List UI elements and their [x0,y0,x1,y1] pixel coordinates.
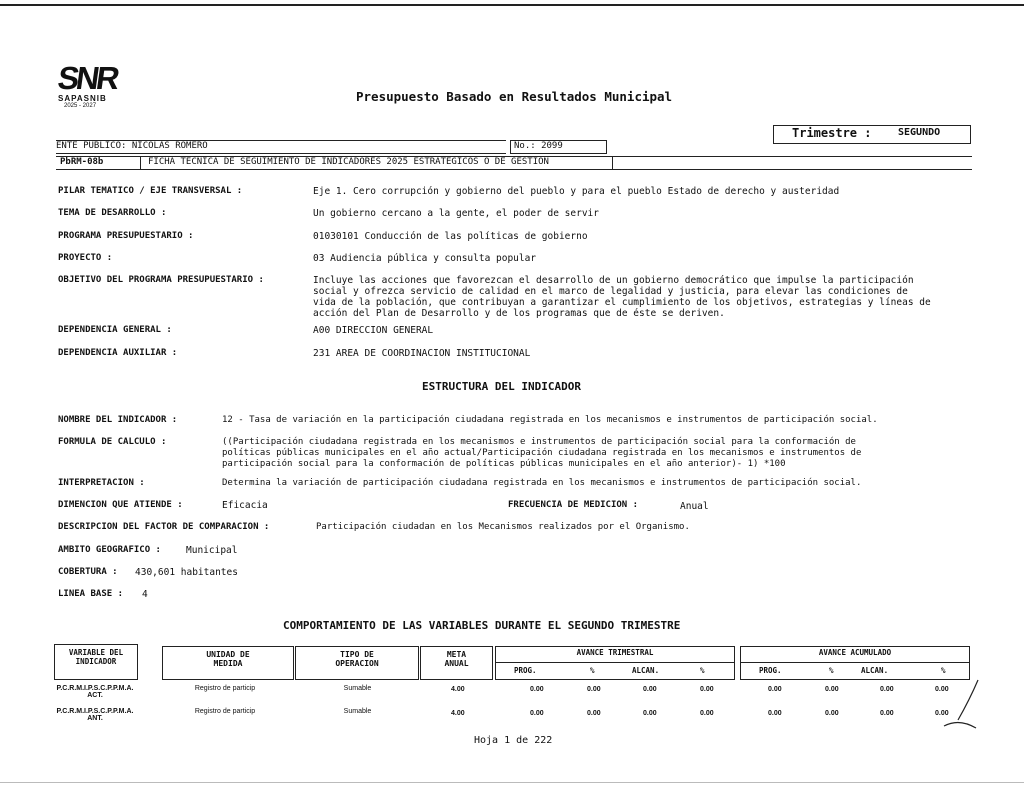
header-variable [54,644,138,680]
table-row-t-prog: 0.00 [530,710,544,717]
ficha-code: PbRM-08b [60,157,104,167]
header-meta [420,646,493,680]
header-a-alcan: ALCAN. [861,666,889,675]
ficha-text: FICHA TECNICA DE SEGUIMIENTO DE INDICADORES 2025 ESTRATEGICOS O DE GESTION [148,157,549,167]
table-row-a-alcan: 0.00 [880,686,894,693]
logo-name: SAPASNIB [58,94,107,103]
header-avance-acumulado [740,646,970,680]
objetivo-line: social y ofrezca servicio de calidad en el marco de legalidad y justicia, para elevar las condiciones de [313,286,908,297]
header-avance-acumulado-text: AVANCE ACUMULADO [818,648,892,657]
cobertura-label: COBERTURA : [58,567,118,577]
header-t-alcan: ALCAN. [632,666,660,675]
table-row-a-pct1: 0.00 [825,686,839,693]
ente-publico-text: ENTE PUBLICO: NICOLAS ROMERO [56,141,208,151]
numero-text: No.: 2099 [514,141,563,151]
ficha-divider [140,156,141,169]
objetivo-label: OBJETIVO DEL PROGRAMA PRESUPUESTARIO : [58,275,264,285]
header-a-prog: PROG. [759,666,782,675]
table-row-meta: 4.00 [451,686,465,693]
ambito-label: AMBITO GEOGRAFICO : [58,545,161,555]
programa-value: 01030101 Conducción de las políticas de gobierno [313,231,588,242]
numero-box [510,140,607,154]
trimestre-box [773,125,971,144]
table-row-variable: P.C.R.M.I.P.S.C.P.P.M.A. ANT. [56,708,134,722]
comportamiento-title: COMPORTAMIENTO DE LAS VARIABLES DURANTE EL SEGUNDO TRIMESTRE [283,619,681,632]
formula-line: participación social para la conformación de políticas públicas municipales en el año anterior)- 1) *100 [222,459,786,469]
dependencia-general-label: DEPENDENCIA GENERAL : [58,325,172,335]
cobertura-value: 430,601 habitantes [135,567,238,578]
dependencia-auxiliar-value: 231 AREA DE COORDINACION INSTITUCIONAL [313,348,531,359]
table-row-a-pct1: 0.00 [825,710,839,717]
formula-line: ((Participación ciudadana registrada en los mecanismos e instrumentos de participación social para la conformación de [222,437,856,447]
ficha-row [56,156,972,170]
programa-label: PROGRAMA PRESUPUESTARIO : [58,231,194,241]
table-row-a-prog: 0.00 [768,686,782,693]
table-row-unidad: Registro de particip [194,685,256,692]
dependencia-auxiliar-label: DEPENDENCIA AUXILIAR : [58,348,178,358]
header-avance-trimestral-text: AVANCE TRIMESTRAL [576,648,654,657]
estructura-title: ESTRUCTURA DEL INDICADOR [422,380,581,393]
objetivo-line: vida de la población, que contribuyan a garantizar el cumplimiento de los objetivos, estrategias y líneas de [313,297,931,308]
logo [55,60,138,118]
header-avance-trimestral [495,646,735,680]
objetivo-line: acción del Plan de Desarrollo y de los programas que de éste se deriven. [313,308,725,319]
tema-value: Un gobierno cercano a la gente, el poder de servir [313,208,599,219]
table-row-t-pct1: 0.00 [587,686,601,693]
ambito-value: Municipal [186,545,238,556]
proyecto-value: 03 Audiencia pública y consulta popular [313,253,537,264]
table-row-t-pct2: 0.00 [700,710,714,717]
document-title: Presupuesto Basado en Resultados Municipal [356,89,673,104]
signature-mark [938,676,988,736]
header-divider [496,662,734,663]
table-row-a-prog: 0.00 [768,710,782,717]
page-footer: Hoja 1 de 222 [474,735,553,746]
interpretacion-value: Determina la variación de participación ciudadana registrada en los mecanismos e instrumentos de participación social. [222,478,862,488]
header-tipo [295,646,419,680]
table-row-t-pct2: 0.00 [700,686,714,693]
table-row-t-prog: 0.00 [530,686,544,693]
pilar-label: PILAR TEMATICO / EJE TRANSVERSAL : [58,186,243,196]
table-row-a-pct2: 0.00 [935,710,949,717]
tema-label: TEMA DE DESARROLLO : [58,208,167,218]
logo-mark: SNR [55,60,120,96]
linea-base-value: 4 [142,589,148,600]
trimestre-label: Trimestre : [792,126,872,140]
header-t-pct1: % [590,666,595,675]
interpretacion-label: INTERPRETACION : [58,478,145,488]
top-border-line [0,4,1024,6]
formula-line: políticas públicas municipales en el año actual/Participación ciudadana registrada en los mecanismos e instrumentos de [222,448,862,458]
table-row-meta: 4.00 [451,710,465,717]
table-row-t-alcan: 0.00 [643,686,657,693]
formula-value [222,437,861,470]
descripcion-value: Participación ciudadan en los Mecanismos realizados por el Organismo. [316,522,690,532]
table-row-t-alcan: 0.00 [643,710,657,717]
table-row-tipo: Sumable [343,708,372,715]
pilar-value: Eje 1. Cero corrupción y gobierno del pueblo y para el pueblo Estado de derecho y austeridad [313,186,840,197]
table-row-a-alcan: 0.00 [880,710,894,717]
ficha-divider [612,156,613,169]
table-row-tipo: Sumable [343,685,372,692]
nombre-indicador-label: NOMBRE DEL INDICADOR : [58,415,178,425]
descripcion-label: DESCRIPCION DEL FACTOR DE COMPARACION : [58,522,270,532]
header-unidad-text: UNIDAD DE MEDIDA [206,650,250,668]
ente-publico [56,140,506,154]
frecuencia-value: Anual [680,501,709,512]
nombre-indicador-value: 12 - Tasa de variación en la participación ciudadana registrada en los mecanismos e instrumentos de participación social. [222,415,878,425]
table-row-variable: P.C.R.M.I.P.S.C.P.P.M.A. ACT. [56,685,134,699]
linea-base-label: LINEA BASE : [58,589,124,599]
header-t-prog: PROG. [514,666,537,675]
header-tipo-text: TIPO DE OPERACION [335,650,379,668]
frecuencia-label: FRECUENCIA DE MEDICION : [508,500,639,510]
dependencia-general-value: A00 DIRECCION GENERAL [313,325,434,336]
header-divider [741,662,969,663]
table-row-a-pct2: 0.00 [935,686,949,693]
formula-label: FORMULA DE CALCULO : [58,437,167,447]
header-meta-text: META ANUAL [444,650,469,668]
table-row-unidad: Registro de particip [194,708,256,715]
dimension-label: DIMENCION QUE ATIENDE : [58,500,183,510]
header-unidad [162,646,294,680]
header-variable-text: VARIABLE DEL INDICADOR [68,648,124,666]
objetivo-line: Incluye las acciones que favorezcan el desarrollo de un gobierno democrático que impulse la participación [313,275,914,286]
table-row-t-pct1: 0.00 [587,710,601,717]
proyecto-label: PROYECTO : [58,253,113,263]
bottom-border-line [0,782,1024,783]
header-a-pct1: % [829,666,834,675]
objetivo-value [313,275,931,319]
dimension-value: Eficacia [222,500,268,511]
logo-years: 2025 - 2027 [64,103,97,109]
header-a-pct2: % [941,666,946,675]
header-t-pct2: % [700,666,705,675]
trimestre-value: SEGUNDO [898,127,941,138]
